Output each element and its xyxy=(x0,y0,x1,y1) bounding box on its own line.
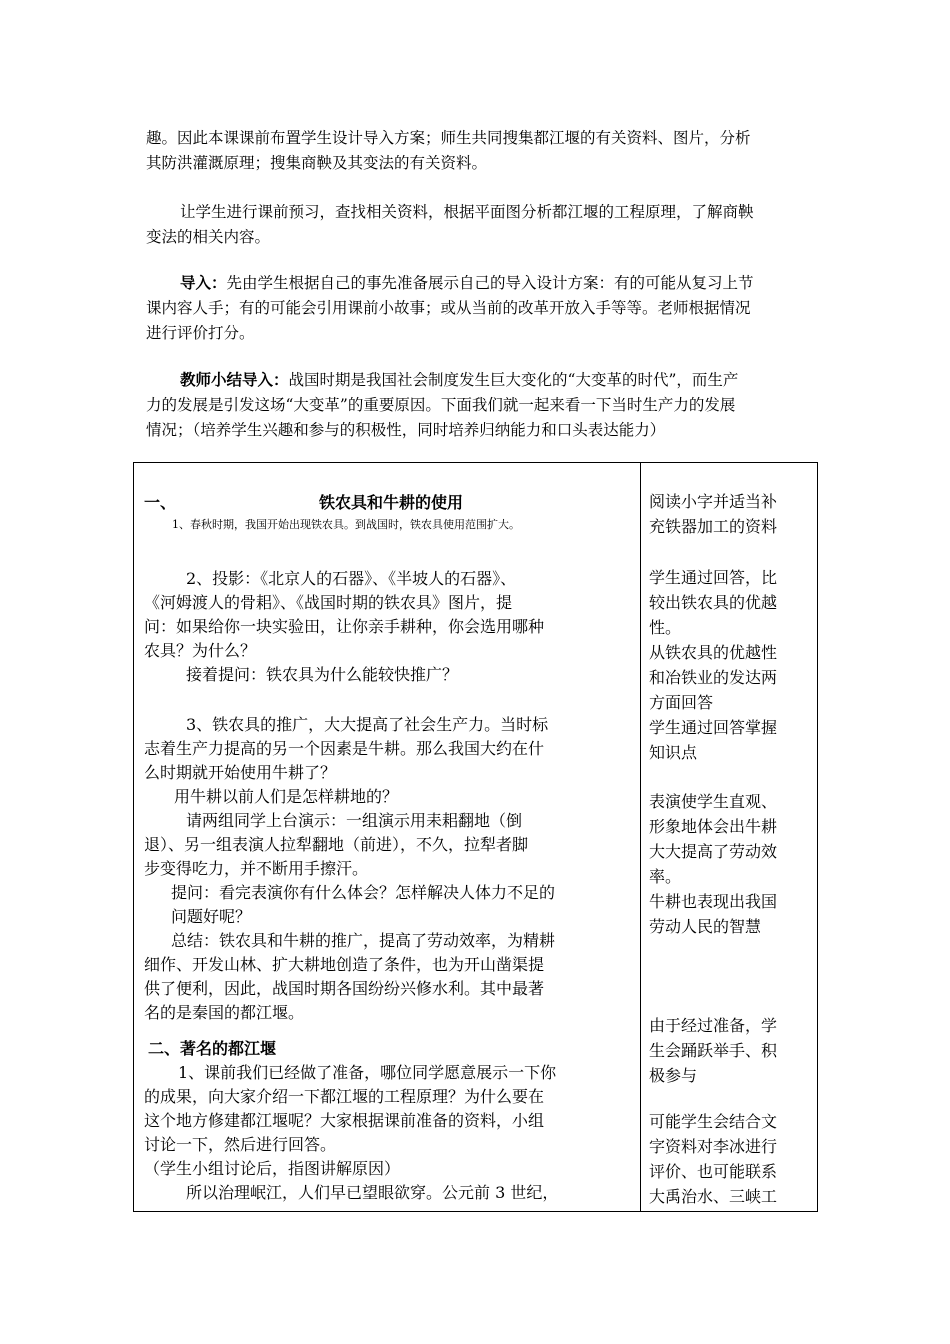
text-line: 提问：看完表演你有什么体会？怎样解决人体力不足的 xyxy=(171,883,556,902)
text-line: 么时期就开始使用牛耕了？ xyxy=(144,763,337,782)
text-line: 2、投影：《北京人的石器》、《半坡人的石器》、 xyxy=(186,569,517,588)
text-line: 用牛耕以前人们是怎样耕地的？ xyxy=(174,787,399,806)
text-line: 3、铁农具的推广，大大提高了社会生产力。当时标 xyxy=(186,715,549,734)
activity-note-1 xyxy=(649,489,817,539)
activity-note-5 xyxy=(649,1109,817,1209)
content-block-2 xyxy=(144,567,639,687)
text-line: 学生通过回答掌握 xyxy=(649,718,778,737)
student-activity-cell xyxy=(641,463,818,1212)
lesson-table xyxy=(133,462,818,1212)
text-line: 所以治理岷江，人们早已望眼欲穿。公元前 3 世纪， xyxy=(186,1183,559,1202)
teacher-summary-label: 教师小结导入： xyxy=(180,370,289,389)
text-line: 可能学生会结合文 xyxy=(649,1112,778,1131)
content-block-4 xyxy=(144,1061,639,1205)
text-line: 问题好呢？ xyxy=(171,907,252,926)
text-line: 方面回答 xyxy=(649,693,714,712)
lead-in-label: 导入： xyxy=(180,273,227,292)
activity-note-4 xyxy=(649,1013,817,1088)
text-line: 充铁器加工的资料 xyxy=(649,517,778,536)
text-line: 让学生进行课前预习，查找相关资料，根据平面图分析都江堰的工程原理，了解商鞅 xyxy=(180,203,754,221)
text-line: 知识点 xyxy=(649,743,698,762)
text-line: 讨论一下，然后进行回答。 xyxy=(144,1135,337,1154)
text-line: 形象地体会出牛耕 xyxy=(649,817,778,836)
text-line: 请两组同学上台演示：一组演示用耒耜翻地（倒 xyxy=(186,811,523,830)
text-line: 学生通过回答，比 xyxy=(649,568,778,587)
text-line: 大大提高了劳动效 xyxy=(649,842,778,861)
text-line: 大禹治水、三峡工 xyxy=(649,1187,778,1206)
text-line: 其防洪灌溉原理；搜集商鞅及其变法的有关资料。 xyxy=(146,154,488,172)
text-line: 从铁农具的优越性 xyxy=(649,643,778,662)
text-line: 劳动人民的智慧 xyxy=(649,917,762,936)
text-line: 进行评价打分。 xyxy=(146,324,255,342)
text-line: 变法的相关内容。 xyxy=(146,228,271,246)
text-line: （学生小组讨论后，指图讲解原因） xyxy=(144,1159,401,1178)
text-line: 问：如果给你一块实验田，让你亲手耕种，你会选用哪种 xyxy=(144,617,545,636)
text-line: 名的是秦国的都江堰。 xyxy=(144,1003,305,1022)
intro-paragraph-4 xyxy=(146,367,810,443)
text-line: 退）、另一组表演人拉犁翻地（前进），不久，拉犁者脚 xyxy=(144,835,529,854)
text-line: 情况；（培养学生兴趣和参与的积极性，同时培养归纳能力和口头表达能力） xyxy=(146,421,666,439)
section-1-title: 铁农具和牛耕的使用 xyxy=(319,493,464,512)
text-line: 力的发展是引发这场“大变革”的重要原因。下面我们就一起来看一下当时生产力的发展 xyxy=(146,396,736,414)
section-1-heading xyxy=(144,491,639,515)
text-line: 阅读小字并适当补 xyxy=(649,492,778,511)
text-line: 这个地方修建都江堰呢？大家根据课前准备的资料，小组 xyxy=(144,1111,545,1130)
text-line: 极参与 xyxy=(649,1066,698,1085)
text-line: 趣。因此本课课前布置学生设计导入方案；师生共同搜集都江堰的有关资料、图片，分析 xyxy=(146,129,751,147)
text-line: 战国时期是我国社会制度发生巨大变化的“大变革的时代”，而生产 xyxy=(288,371,739,389)
text-line: 和冶铁业的发达两 xyxy=(649,668,778,687)
text-line: 总结：铁农具和牛耕的推广，提高了劳动效率，为精耕 xyxy=(171,931,556,950)
intro-paragraph-3 xyxy=(146,270,810,346)
intro-paragraph-1 xyxy=(146,126,810,176)
text-line: 接着提问：铁农具为什么能较快推广？ xyxy=(186,665,459,684)
text-line: 字资料对李冰进行 xyxy=(649,1137,778,1156)
text-line: 先由学生根据自己的事先准备展示自己的导入设计方案：有的可能从复习上节 xyxy=(226,274,754,292)
text-line: 评价、也可能联系 xyxy=(649,1162,778,1181)
text-line: 步变得吃力，并不断用手擦汗。 xyxy=(144,859,369,878)
section-1-number: 一、 xyxy=(144,493,177,512)
text-line: 细作、开发山林、扩大耕地创造了条件，也为开山凿渠提 xyxy=(144,955,545,974)
text-line: 的成果，向大家介绍一下都江堰的工程原理？为什么要在 xyxy=(144,1087,545,1106)
text-line: 率。 xyxy=(649,867,682,886)
content-block-3 xyxy=(144,713,639,1025)
teaching-content-cell xyxy=(134,463,641,1212)
text-line: 牛耕也表现出我国 xyxy=(649,892,778,911)
section-1-note: 1、春秋时期，我国开始出现铁农具。到战国时，铁农具使用范围扩大。 xyxy=(172,518,520,531)
text-line: 性。 xyxy=(649,618,682,637)
text-line: 志着生产力提高的另一个因素是牛耕。那么我国大约在什 xyxy=(144,739,545,758)
text-line: 课内容人手；有的可能会引用课前小故事；或从当前的改革开放入手等等。老师根据情况 xyxy=(146,299,751,317)
text-line: 农具？为什么？ xyxy=(144,641,257,660)
activity-note-3 xyxy=(649,789,817,939)
text-line: 表演使学生直观、 xyxy=(649,792,778,811)
text-line: 由于经过准备，学 xyxy=(649,1016,778,1035)
text-line: 1、课前我们已经做了准备，哪位同学愿意展示一下你 xyxy=(178,1063,557,1082)
text-line: 供了便利，因此，战国时期各国纷纷兴修水利。其中最著 xyxy=(144,979,545,998)
text-line: 《河姆渡人的骨耜》、《战国时期的铁农具》图片，提 xyxy=(144,593,513,612)
activity-note-2 xyxy=(649,565,817,765)
text-line: 较出铁农具的优越 xyxy=(649,593,778,612)
text-line: 生会踊跃举手、积 xyxy=(649,1041,778,1060)
section-2-title: 二、著名的都江堰 xyxy=(148,1039,277,1058)
intro-paragraph-2 xyxy=(146,200,810,250)
